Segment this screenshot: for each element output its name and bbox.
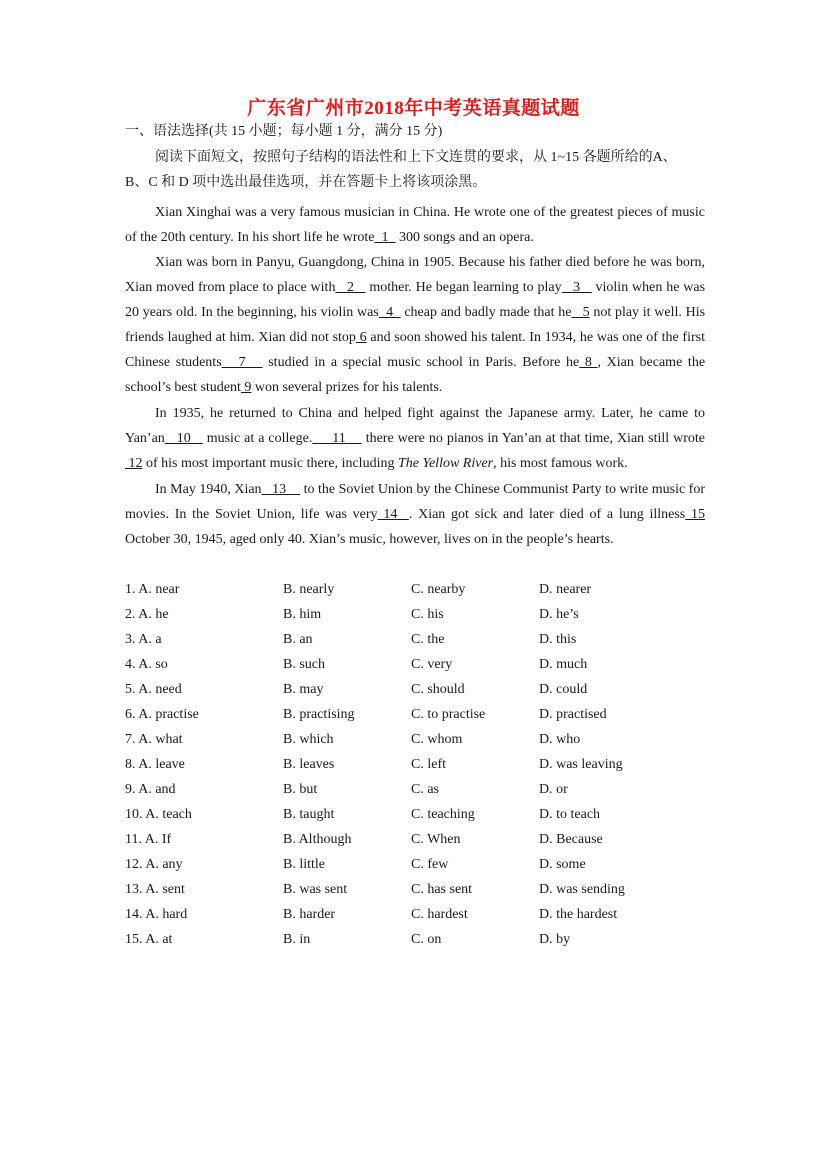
option-row-11	[125, 832, 725, 852]
work-title: The Yellow River	[397, 456, 494, 471]
passage-text: to the Soviet Union by the Chinese Communist Party to write music for movies. In the Soviet Union, life was very	[125, 482, 706, 522]
passage-text: , his most famous work.	[493, 456, 628, 471]
blank-10: 10	[164, 431, 203, 446]
option-row-13	[125, 882, 725, 902]
option-row-4	[125, 657, 725, 677]
option-d: D. practised	[539, 707, 607, 722]
option-b: B. such	[283, 657, 325, 672]
option-c: C. nearby	[411, 582, 466, 597]
option-b: B. practising	[283, 707, 355, 722]
passage-text: there were no pianos in Yan’an at that time, Xian still wrote	[361, 431, 706, 446]
passage-text: Xian was born in Panyu, Guangdong, China in 1905. Because his father died before he was born, Xian moved from place to place with	[125, 255, 705, 295]
blank-2: 2	[335, 280, 366, 295]
section-heading: 一、语法选择(共 15 小题；每小题 1 分，满分 15 分)	[125, 124, 443, 139]
option-d: D. by	[539, 932, 571, 947]
option-d: D. was sending	[539, 882, 625, 897]
option-c: C. few	[411, 857, 449, 872]
option-c: C. hardest	[411, 907, 468, 922]
passage-paragraph-4	[125, 477, 705, 552]
option-b: B. harder	[283, 907, 336, 922]
option-b: B. little	[283, 857, 325, 872]
option-d: D. could	[539, 682, 588, 697]
passage-text: cheap and badly made that he	[400, 305, 572, 320]
passage-paragraph-2	[125, 250, 705, 400]
option-d: D. nearer	[539, 582, 592, 597]
option-a: 5. A. need	[125, 682, 182, 697]
option-a: 7. A. what	[125, 732, 183, 747]
option-b: B. nearly	[283, 582, 335, 597]
option-row-3	[125, 632, 725, 652]
option-c: C. whom	[411, 732, 463, 747]
blank-5: 5	[571, 305, 590, 320]
passage-text: October 30, 1945, aged only 40. Xian’s music, however, lives on in the people’s hearts.	[125, 532, 614, 547]
option-b: B. may	[283, 682, 324, 697]
option-b: B. which	[283, 732, 334, 747]
passage-text: , Xian became the school’s best student	[125, 355, 706, 395]
option-a: 15. A. at	[125, 932, 173, 947]
option-a: 14. A. hard	[125, 907, 188, 922]
passage-text: music at a college.	[202, 431, 313, 446]
option-row-2	[125, 607, 725, 627]
option-row-9	[125, 782, 725, 802]
option-b: B. in	[283, 932, 311, 947]
option-d: D. or	[539, 782, 568, 797]
option-a: 10. A. teach	[125, 807, 192, 822]
option-b: B. was sent	[283, 882, 348, 897]
blank-9: 9	[240, 380, 252, 395]
option-a: 11. A. If	[125, 832, 172, 847]
passage-text: and soon showed his talent. In 1934, he was one of the first Chinese students	[125, 330, 705, 370]
option-b: B. but	[283, 782, 318, 797]
passage-text: not play it well. His friends laughed at him. Xian did not stop	[125, 305, 706, 345]
blank-12: 12	[125, 456, 143, 471]
option-a: 1. A. near	[125, 582, 180, 597]
passage-paragraph-3	[125, 401, 705, 476]
option-b: B. taught	[283, 807, 335, 822]
option-c: C. When	[411, 832, 461, 847]
option-c: C. should	[411, 682, 465, 697]
option-c: C. left	[411, 757, 446, 772]
passage-text: violin when he was 20 years old. In the beginning, his violin was	[125, 280, 706, 320]
option-c: C. his	[411, 607, 444, 622]
option-d: D. who	[539, 732, 581, 747]
option-d: D. some	[539, 857, 586, 872]
option-b: B. Although	[283, 832, 352, 847]
passage-text: 300 songs and an opera.	[395, 230, 534, 245]
instructions-line2: B、C 和 D 项中选出最佳选项，并在答题卡上将该项涂黑。	[125, 175, 487, 190]
passage-text: mother. He began learning to play	[365, 280, 562, 295]
option-b: B. an	[283, 632, 313, 647]
option-a: 4. A. so	[125, 657, 168, 672]
blank-4: 4	[378, 305, 401, 320]
option-b: B. him	[283, 607, 322, 622]
passage-text: Xian Xinghai was a very famous musician in China. He wrote one of the greatest pieces of music of the 20th century. In his short life he wrote	[125, 205, 705, 245]
option-a: 3. A. a	[125, 632, 162, 647]
option-c: C. as	[411, 782, 439, 797]
passage-text: studied in a special music school in Paris. Before he	[262, 355, 580, 370]
blank-6: 6	[355, 330, 367, 345]
page-title: 广东省广州市2018年中考英语真题试题	[247, 98, 580, 119]
option-d: D. to teach	[539, 807, 601, 822]
option-a: 6. A. practise	[125, 707, 199, 722]
option-c: C. very	[411, 657, 453, 672]
option-row-7	[125, 732, 725, 752]
option-row-8	[125, 757, 725, 777]
option-c: C. the	[411, 632, 445, 647]
option-row-5	[125, 682, 725, 702]
option-d: D. Because	[539, 832, 603, 847]
blank-1: _1_	[374, 230, 396, 245]
option-row-6	[125, 707, 725, 727]
passage-text: won several prizes for his talents.	[251, 380, 443, 395]
blank-8: 8	[579, 355, 598, 370]
option-a: 12. A. any	[125, 857, 183, 872]
option-a: 13. A. sent	[125, 882, 185, 897]
option-d: D. was leaving	[539, 757, 623, 772]
option-c: C. has sent	[411, 882, 473, 897]
option-d: D. this	[539, 632, 577, 647]
option-b: B. leaves	[283, 757, 335, 772]
option-a: 9. A. and	[125, 782, 176, 797]
blank-7: 7	[221, 355, 263, 370]
option-d: D. the hardest	[539, 907, 618, 922]
passage-text: In May 1940, Xian	[155, 482, 262, 497]
blank-13: 13	[261, 482, 301, 497]
passage-paragraph-1	[125, 200, 705, 250]
option-row-1	[125, 582, 725, 602]
option-a: 8. A. leave	[125, 757, 185, 772]
passage-text: . Xian got sick and later died of a lung illness	[408, 507, 686, 522]
blank-14: 14	[377, 507, 409, 522]
blank-11: 11	[312, 431, 362, 446]
option-a: 2. A. he	[125, 607, 169, 622]
option-c: C. teaching	[411, 807, 475, 822]
option-d: D. much	[539, 657, 588, 672]
option-d: D. he’s	[539, 607, 579, 622]
passage-text: In 1935, he returned to China and helped fight against the Japanese army. Later, he came to Yan’an	[125, 406, 705, 446]
option-row-10	[125, 807, 725, 827]
blank-15: 15	[685, 507, 706, 522]
option-row-15	[125, 932, 725, 952]
instructions-line1: 阅读下面短文，按照句子结构的语法性和上下文连贯的要求，从 1~15 各题所给的A、	[155, 150, 677, 165]
blank-3: 3	[561, 280, 592, 295]
passage-text: of his most important music there, including	[142, 456, 398, 471]
instructions	[125, 145, 705, 195]
option-c: C. on	[411, 932, 442, 947]
option-row-12	[125, 857, 725, 877]
option-row-14	[125, 907, 725, 927]
option-c: C. to practise	[411, 707, 486, 722]
